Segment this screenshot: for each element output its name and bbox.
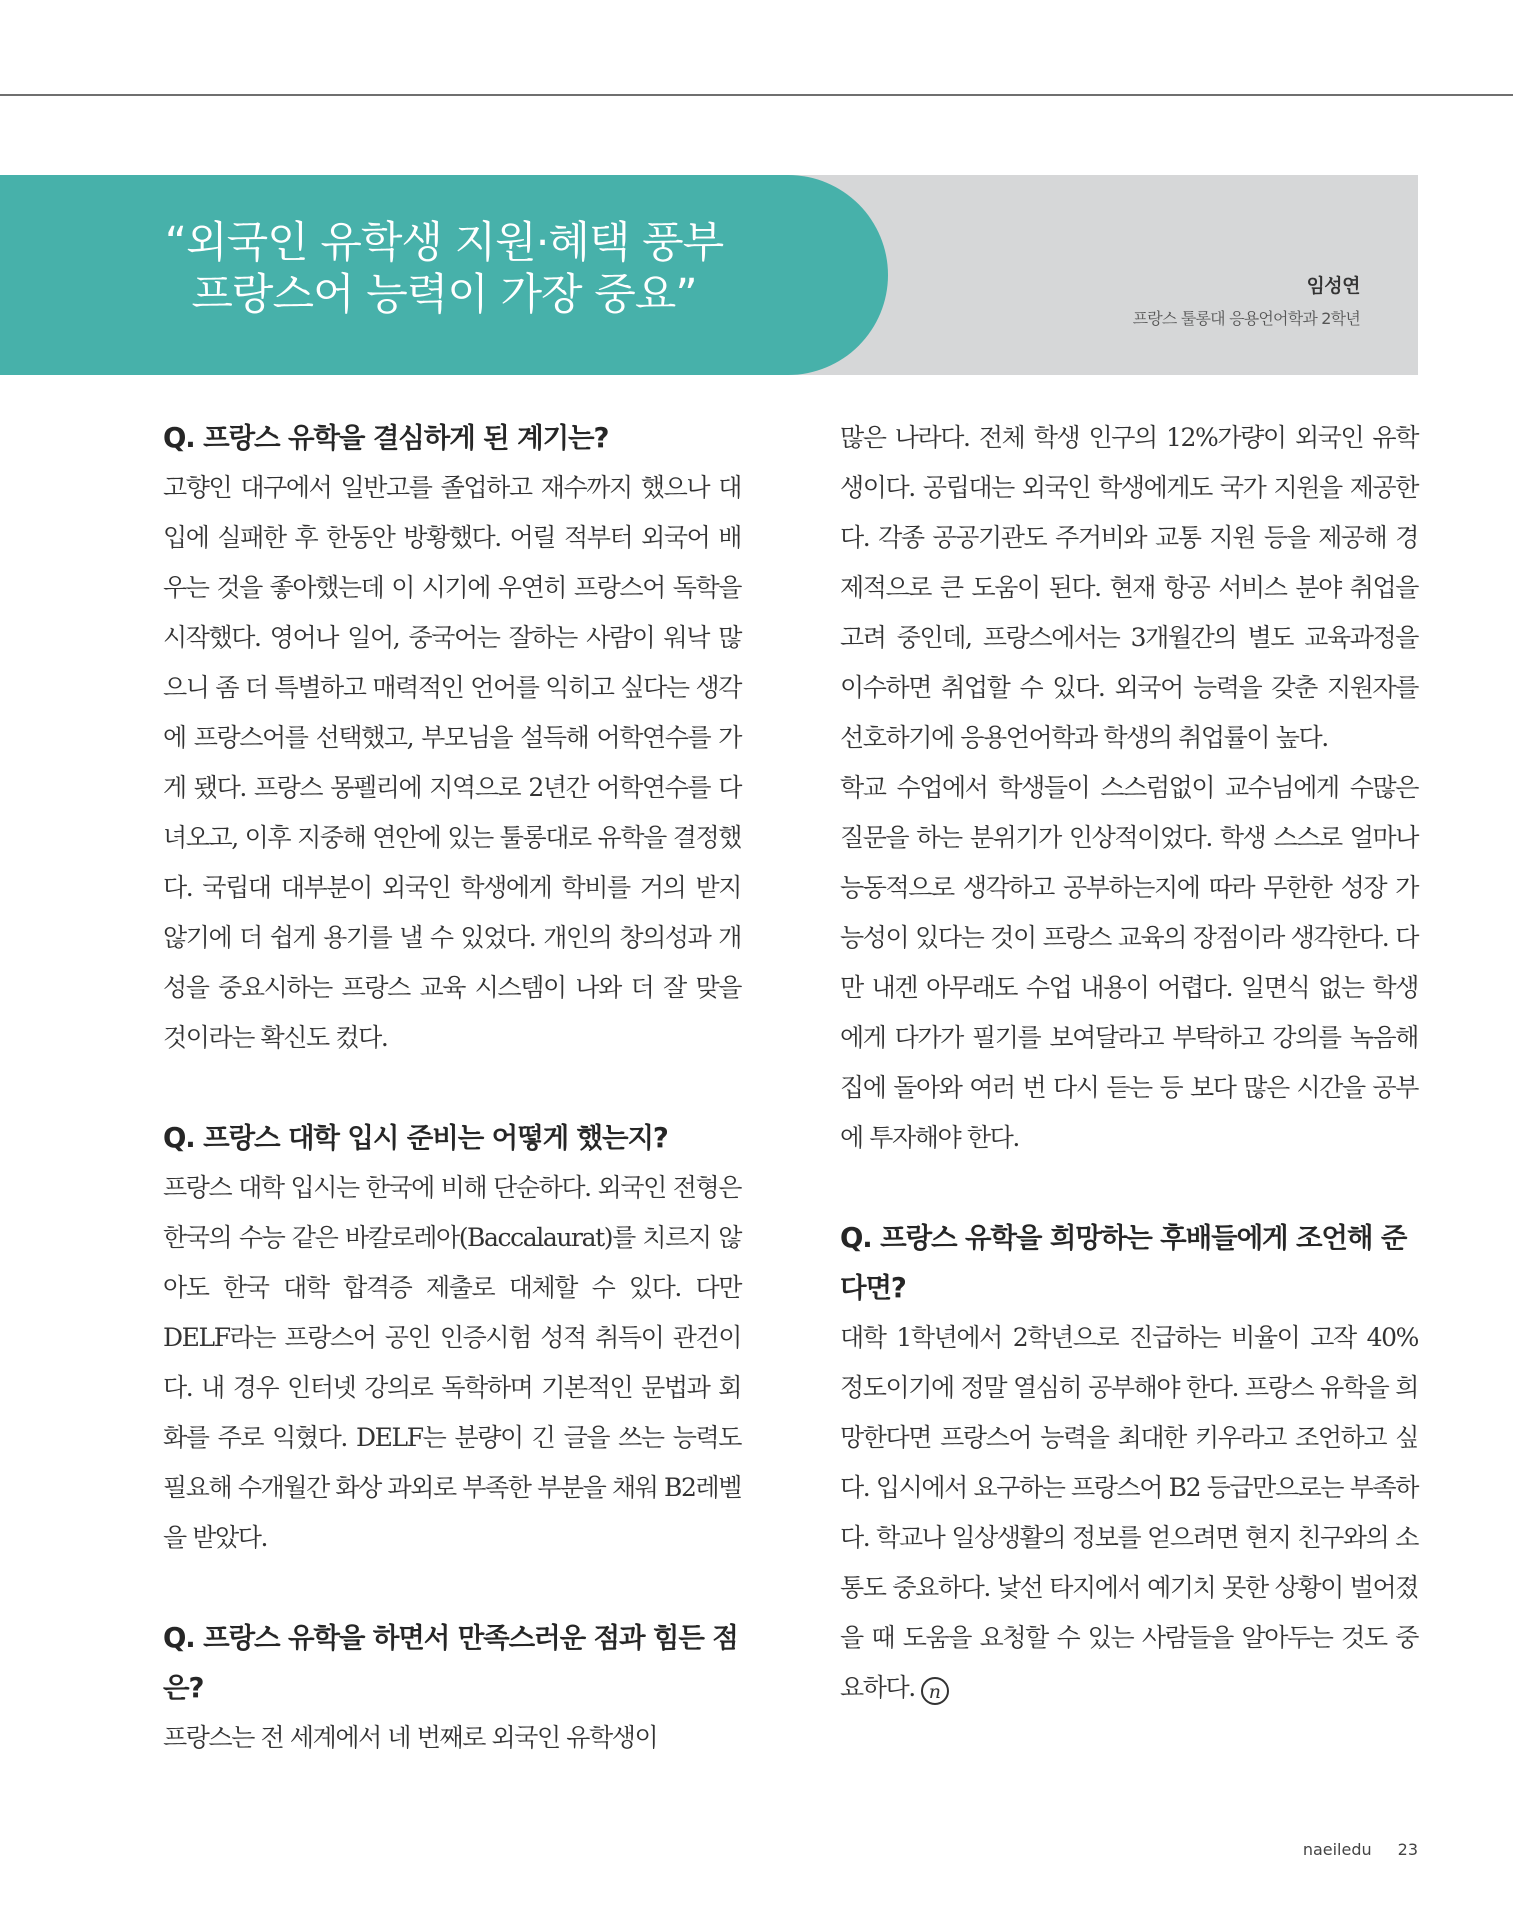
question-3: Q. 프랑스 유학을 하면서 만족스러운 점과 힘든 점은? xyxy=(163,1622,738,1704)
question-2: Q. 프랑스 대학 입시 준비는 어떻게 했는지? xyxy=(163,1122,668,1154)
section-gap xyxy=(840,1163,1418,1213)
headline-line-1: “외국인 유학생 지원·혜택 풍부 xyxy=(164,218,724,268)
answer-2: 프랑스 대학 입시는 한국에 비해 단순하다. 외국인 전형은 한국의 수능 같은 바칼로레아(Baccalaurat)를 치르지 않아도 한국 대학 합격증 제출로 대체할 수 있다. 다만 DELF라는 프랑스어 공인 인증시험 성적 취득이 관건이다. 내 경우 인터넷 강의로 독학하며 기본적인 문법과 회화를 주로 익혔다. DELF는 분량이 긴 글을 쓰는 능력도 필요해 수개월간 화상 과외로 부족한 부분을 채워 B2레벨을 받았다. xyxy=(163,1173,741,1552)
page-footer xyxy=(1303,1840,1418,1859)
answer-1: 고향인 대구에서 일반고를 졸업하고 재수까지 했으나 대입에 실패한 후 한동안 방황했다. 어릴 적부터 외국어 배우는 것을 좋아했는데 이 시기에 우연히 프랑스어 독학을 시작했다. 영어나 일어, 중국어는 잘하는 사람이 워낙 많으니 좀 더 특별하고 매력적인 언어를 익히고 싶다는 생각에 프랑스어를 선택했고, 부모님을 설득해 어학연수를 가게 됐다. 프랑스 몽펠리에 지역으로 2년간 어학연수를 다녀오고, 이후 지중해 연안에 있는 툴롱대로 유학을 결정했다. 국립대 대부분이 외국인 학생에게 학비를 거의 받지 않기에 더 쉽게 용기를 낼 수 있었다. 개인의 창의성과 개성을 중요시하는 프랑스 교육 시스템이 나와 더 잘 맞을 것이라는 확신도 컸다. xyxy=(163,473,741,1052)
section-gap xyxy=(163,1063,741,1113)
interviewee-name: 임성연 xyxy=(1306,275,1360,297)
top-rule xyxy=(0,94,1513,96)
right-column xyxy=(840,413,1418,1713)
left-column xyxy=(163,413,741,1763)
page-number: 23 xyxy=(1397,1840,1418,1859)
question-1: Q. 프랑스 유학을 결심하게 된 계기는? xyxy=(163,422,609,454)
answer-4-block xyxy=(840,1313,1418,1713)
headline-quote xyxy=(0,218,888,321)
answer-3-continued: 많은 나라다. 전체 학생 인구의 12%가량이 외국인 유학생이다. 공립대는 외국인 학생에게도 국가 지원을 제공한다. 각종 공공기관도 주거비와 교통 지원 등을 제공해 경제적으로 큰 도움이 된다. 현재 항공 서비스 분야 취업을 고려 중인데, 프랑스에서는 3개월간의 별도 교육과정을 이수하면 취업할 수 있다. 외국어 능력을 갖춘 지원자를 선호하기에 응용언어학과 학생의 취업률이 높다. xyxy=(840,423,1418,752)
interviewee-affiliation: 프랑스 툴롱대 응용언어학과 2학년 xyxy=(1132,309,1360,328)
end-mark-icon: n xyxy=(921,1677,949,1705)
answer-3-start: 프랑스는 전 세계에서 네 번째로 외국인 유학생이 xyxy=(163,1723,658,1752)
answer-3-paragraph-2: 학교 수업에서 학생들이 스스럼없이 교수님에게 수많은 질문을 하는 분위기가 인상적이었다. 학생 스스로 얼마나 능동적으로 생각하고 공부하는지에 따라 무한한 성장 가능성이 있다는 것이 프랑스 교육의 장점이라 생각한다. 다만 내겐 아무래도 수업 내용이 어렵다. 일면식 없는 학생에게 다가가 필기를 보여달라고 부탁하고 강의를 녹음해 집에 돌아와 여러 번 다시 듣는 등 보다 많은 시간을 공부에 투자해야 한다. xyxy=(840,773,1418,1152)
section-gap xyxy=(163,1563,741,1613)
interviewee-byline xyxy=(1133,271,1360,329)
question-4: Q. 프랑스 유학을 희망하는 후배들에게 조언해 준다면? xyxy=(840,1222,1407,1304)
answer-4: 대학 1학년에서 2학년으로 진급하는 비율이 고작 40% 정도이기에 정말 열심히 공부해야 한다. 프랑스 유학을 희망한다면 프랑스어 능력을 최대한 키우라고 조언하고 싶다. 입시에서 요구하는 프랑스어 B2 등급만으로는 부족하다. 학교나 일상생활의 정보를 얻으려면 현지 친구와의 소통도 중요하다. 낯선 타지에서 예기치 못한 상황이 벌어졌을 때 도움을 요청할 수 있는 사람들을 알아두는 것도 중요하다. xyxy=(840,1323,1418,1702)
headline-line-2: 프랑스어 능력이 가장 중요” xyxy=(191,269,697,320)
footer-brand: naeiledu xyxy=(1302,1840,1372,1859)
